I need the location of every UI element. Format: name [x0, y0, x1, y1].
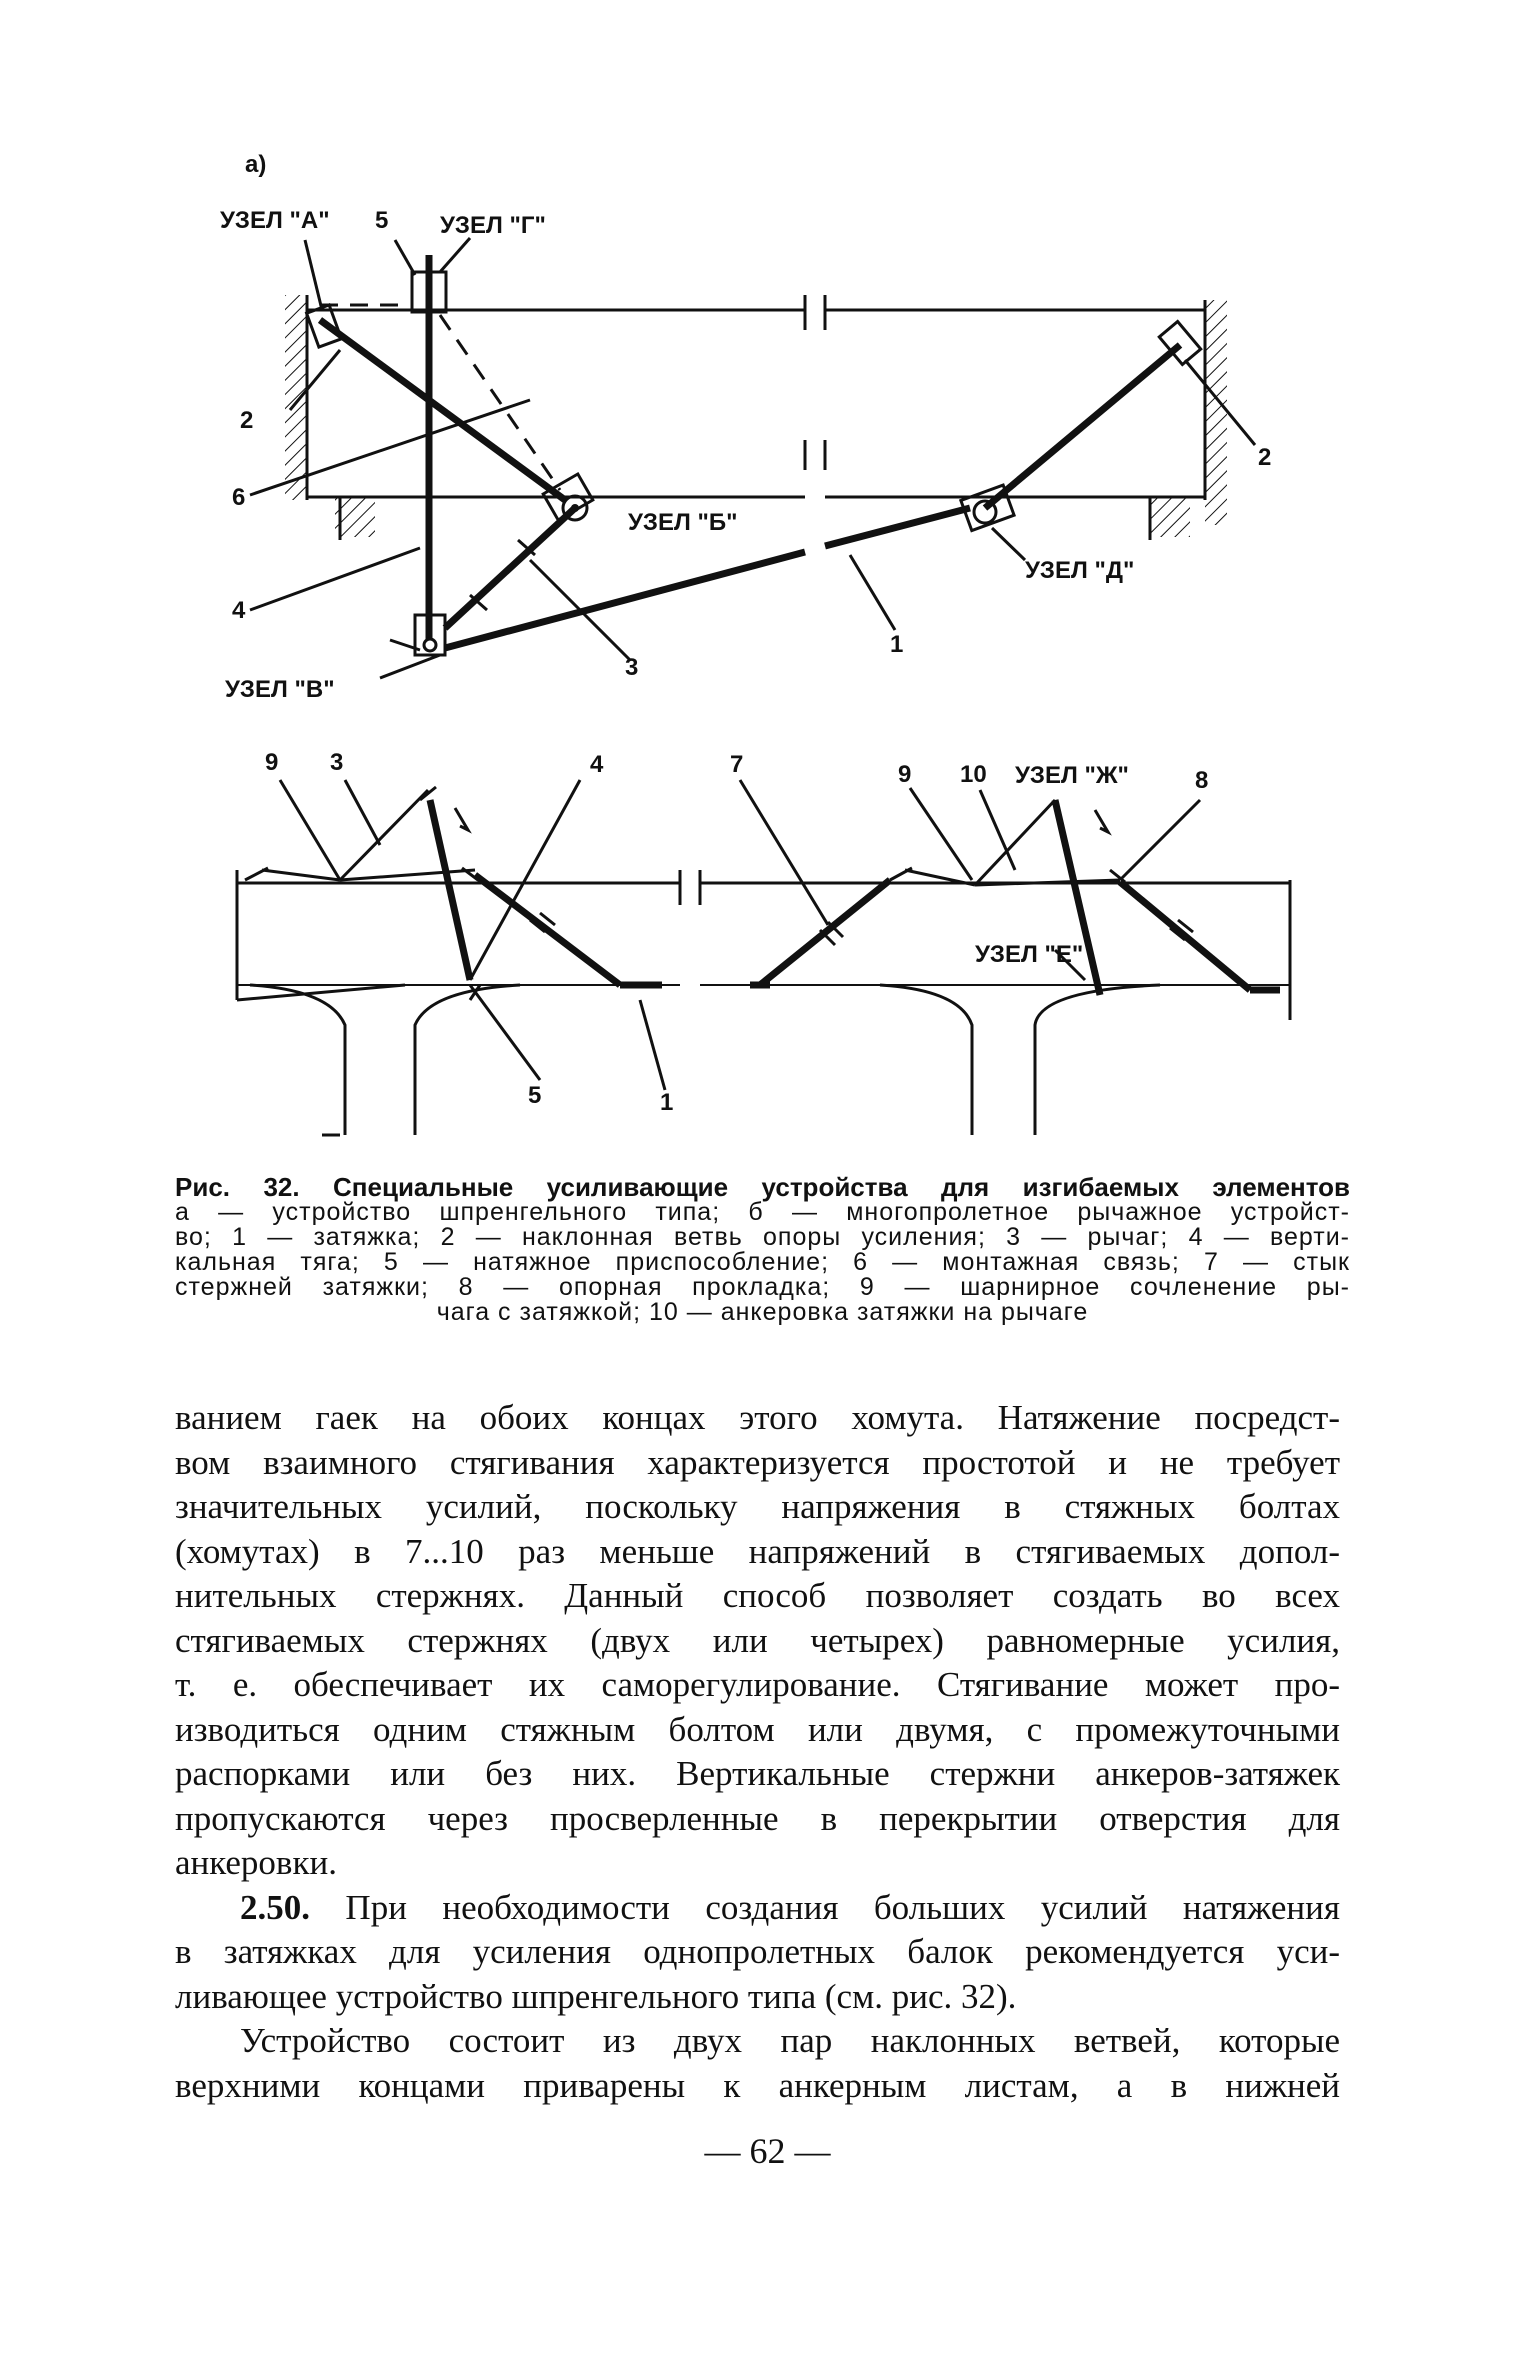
label-9-right: 9	[898, 761, 912, 788]
text-line: т. е. обеспечивает их саморегулирование. Стягивание может про-	[175, 1665, 1340, 1704]
text-line: Устройство состоит из двух пар наклонных ветвей, которые	[240, 2021, 1340, 2060]
label-8: 8	[1195, 767, 1209, 794]
label-10: 10	[960, 761, 987, 788]
label-3-a: 3	[625, 654, 639, 681]
label-4-left: 4	[232, 597, 246, 624]
part-a-label: а)	[245, 151, 267, 178]
label-1-a: 1	[890, 631, 904, 658]
left-wall-hatch	[285, 295, 307, 500]
node-e-label: УЗЕЛ "Е"	[975, 941, 1084, 968]
label-6: 6	[232, 484, 246, 511]
label-4-b: 4	[590, 751, 604, 778]
label-2-left: 2	[240, 407, 254, 434]
label-3-b: 3	[330, 749, 344, 776]
caption-line: кальная тяга; 5 — натяжное приспособление; 6 — монтажная связь; 7 — стык	[175, 1248, 1350, 1276]
node-a-label: УЗЕЛ "А"	[220, 207, 330, 234]
page-number: — 62 —	[704, 2131, 831, 2171]
text-line: вом взаимного стягивания характеризуется простотой и не требует	[175, 1442, 1340, 1482]
caption-line: во; 1 — затяжка; 2 — наклонная ветвь опоры усиления; 3 — рычаг; 4 — верти-	[175, 1223, 1350, 1251]
node-v-label: УЗЕЛ "В"	[225, 676, 335, 703]
label-2-right: 2	[1258, 444, 1272, 471]
paragraph-2-first-line	[175, 1886, 1340, 1931]
node-zh-label: УЗЕЛ "Ж"	[1015, 762, 1129, 789]
caption-line: а — устройство шпренгельного типа; б — многопролетное рычажное устройст-	[175, 1198, 1350, 1226]
caption-line: стержней затяжки; 8 — опорная прокладка; 9 — шарнирное сочленение ры-	[175, 1273, 1350, 1301]
text-line: верхними концами приварены к анкерным листам, а в нижней	[175, 2065, 1340, 2105]
node-b-label: УЗЕЛ "Б"	[628, 509, 738, 536]
right-wall-hatch	[1205, 300, 1227, 525]
caption-title: Рис. 32. Специальные усиливающие устройства для изгибаемых элементов	[175, 1172, 1350, 1202]
body-text	[175, 1396, 1340, 2108]
label-5-top: 5	[375, 207, 389, 234]
text-line: ванием гаек на обоих концах этого хомута. Натяжение посредст-	[175, 1398, 1340, 1437]
text-line: стягиваемых стержнях (двух или четырех) равномерные усилия,	[175, 1620, 1340, 1660]
label-7: 7	[730, 751, 744, 778]
node-g-label: УЗЕЛ "Г"	[440, 212, 546, 239]
text-line: в затяжках для усиления однопролетных балок рекомендуется уси-	[175, 1932, 1340, 1971]
label-1-b: 1	[660, 1089, 674, 1116]
text-line: пропускаются через просверленные в перекрытии отверстия для	[175, 1798, 1340, 1838]
right-support-hatch	[1150, 497, 1190, 537]
label-5-b: 5	[528, 1082, 542, 1109]
text-line: нительных стержнях. Данный способ позволяет создать во всех	[175, 1576, 1340, 1615]
text-line: (хомутах) в 7...10 раз меньше напряжений в стягиваемых допол-	[175, 1531, 1340, 1571]
caption-line: чага с затяжкой; 10 — анкеровка затяжки на рычаге	[436, 1298, 1089, 1326]
text-line: распорками или без них. Вертикальные стержни анкеров-затяжек	[175, 1754, 1340, 1793]
text-line: значительных усилий, поскольку напряжения в стяжных болтах	[175, 1487, 1340, 1526]
text-line: анкеровки.	[175, 1843, 337, 1882]
node-d-label: УЗЕЛ "Д"	[1025, 557, 1135, 584]
text-line: ливающее устройство шпренгельного типа (см. рис. 32).	[175, 1976, 1017, 2016]
figure-caption	[175, 1172, 1350, 1326]
text-line: При необходимости создания больших усилий натяжения	[310, 1887, 1340, 1927]
text-line: изводиться одним стяжным болтом или двумя, с промежуточными	[175, 1709, 1340, 1749]
label-9-left: 9	[265, 749, 279, 776]
figure-32	[0, 0, 1535, 1170]
section-number: 2.50.	[240, 1887, 310, 1927]
